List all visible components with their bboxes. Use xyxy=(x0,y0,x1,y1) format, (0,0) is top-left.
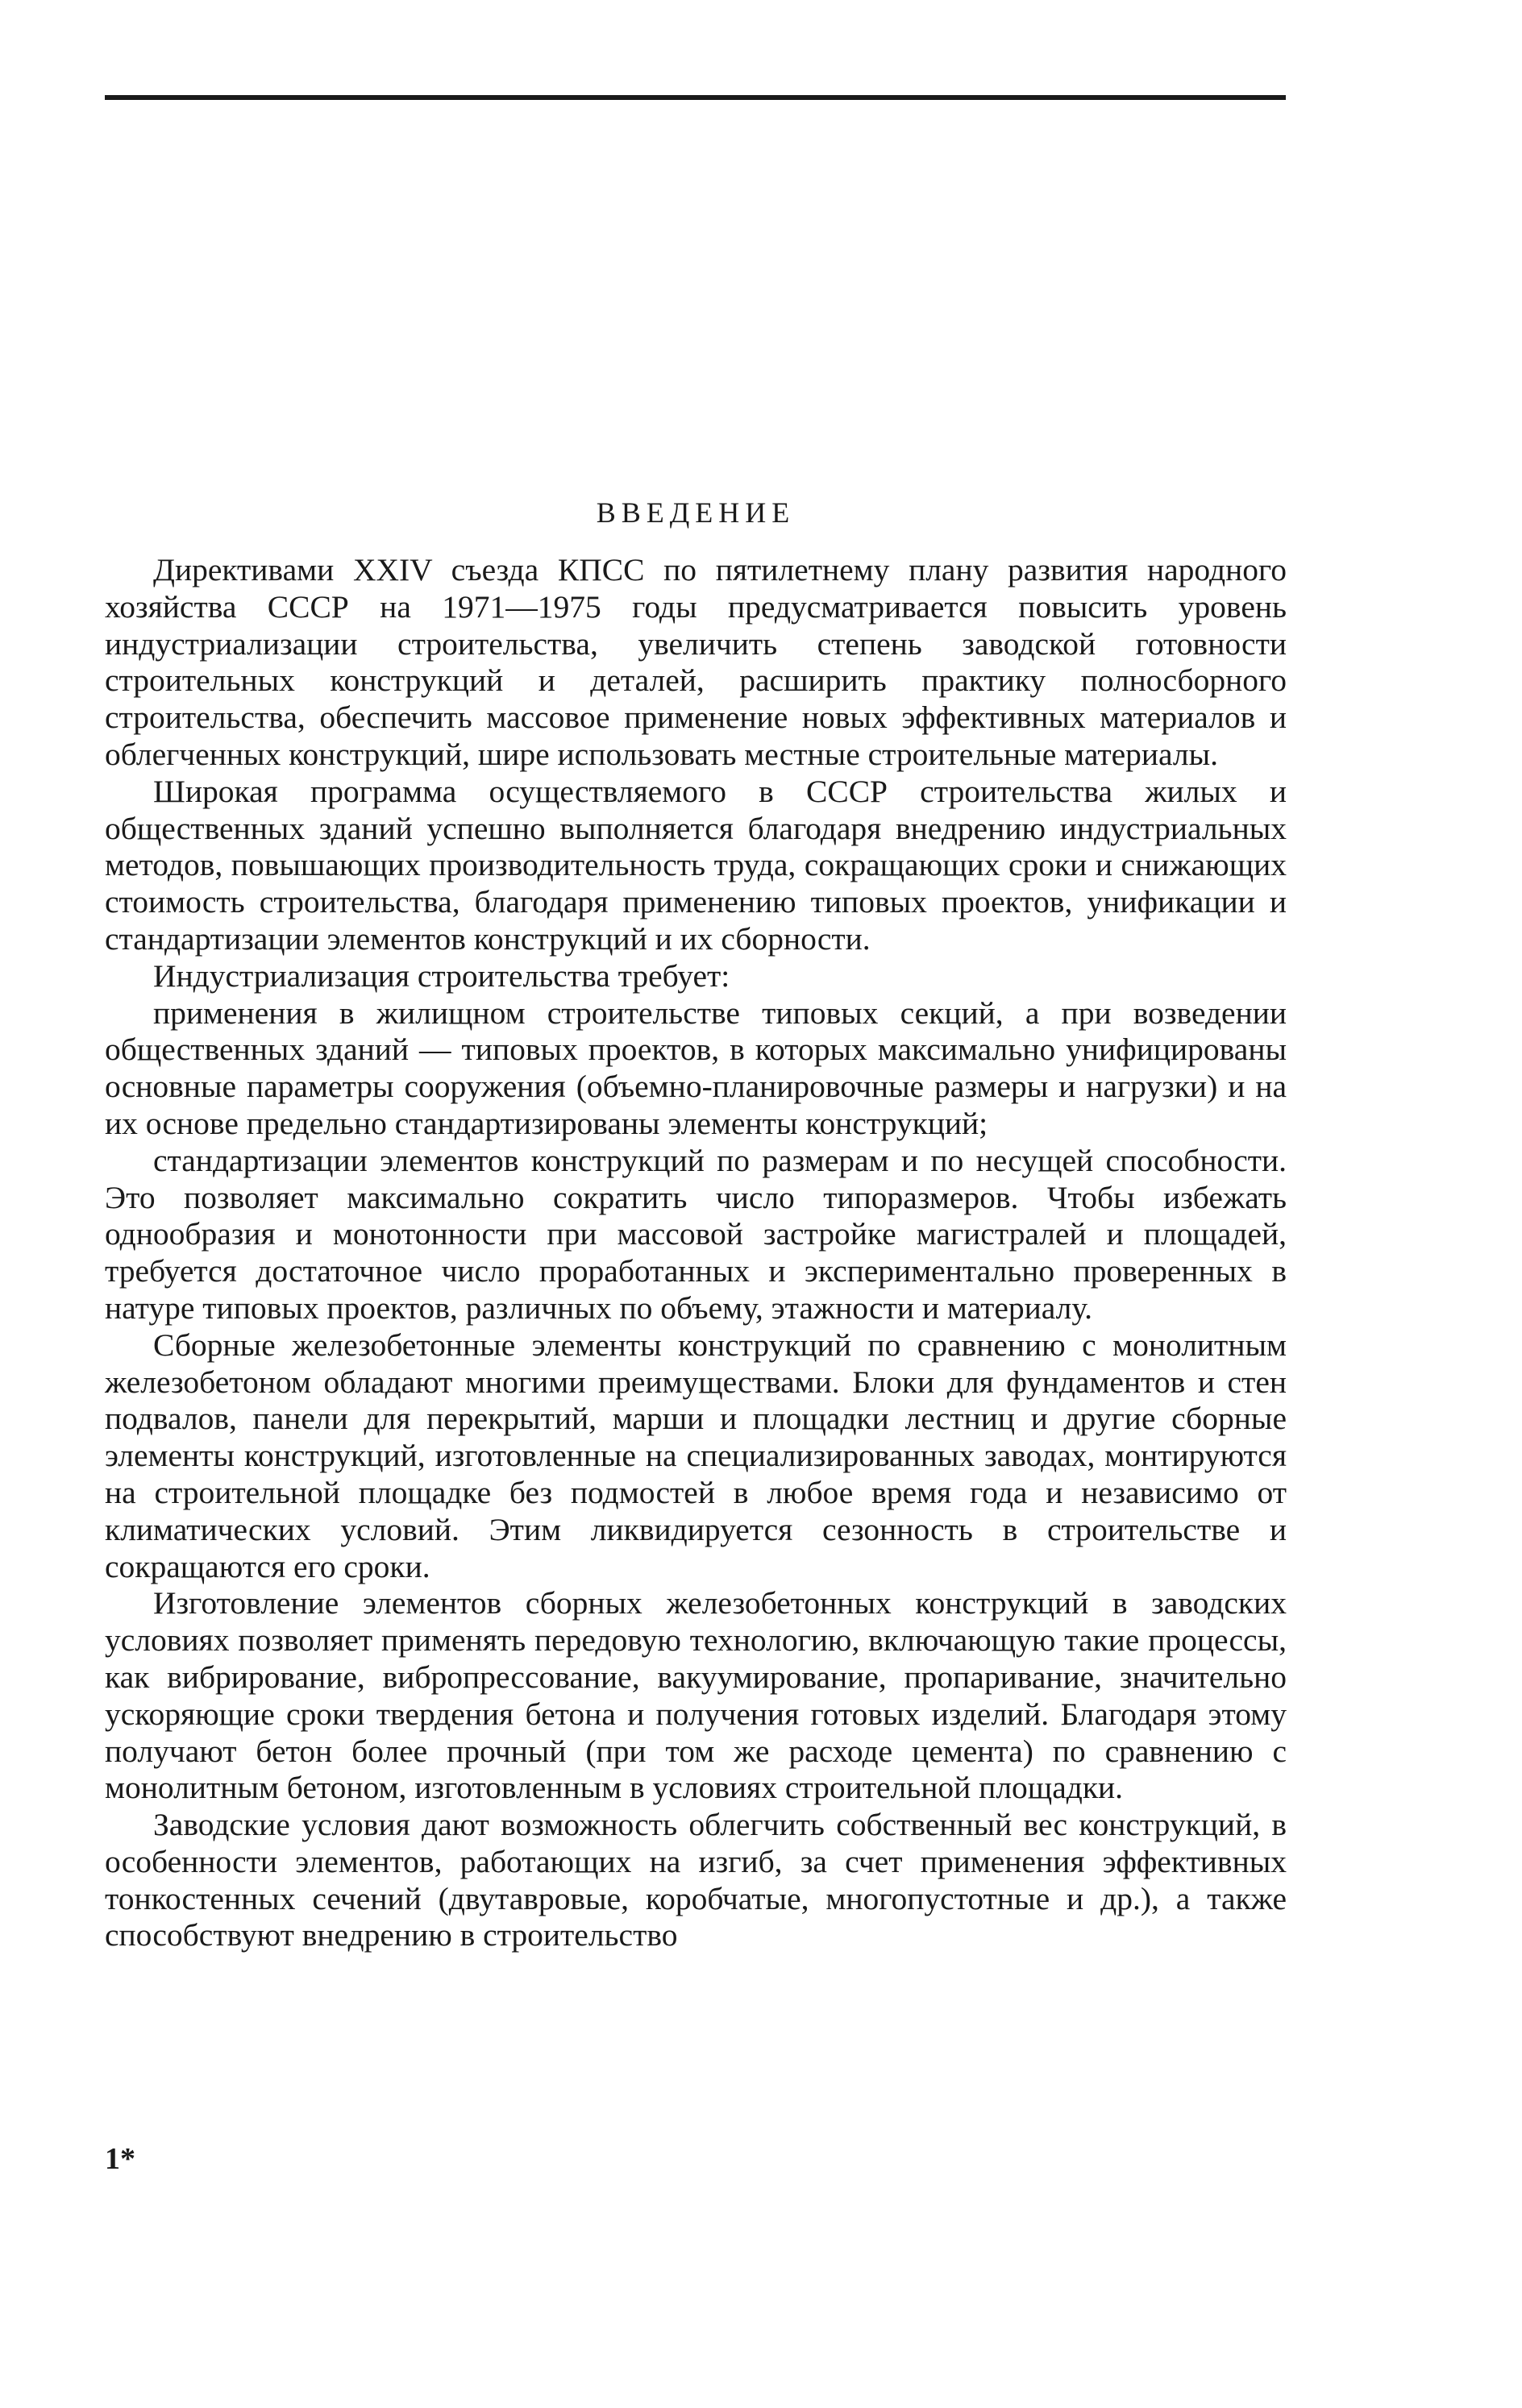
paragraph-4: применения в жилищном строительстве типовых секций, а при возведении общественных зданий — типовых проектов, в которых максимально унифицированы основные параметры сооружения (объемно-планировочные размеры и нагрузки) и на их основе предельно стандартизированы элементы конструкций; xyxy=(105,994,1287,1141)
paragraph-8: Заводские условия дают возможность облегчить собственный вес конструкций, в особенности элементов, работающих на изгиб, за счет применения эффективных тонкостенных сечений (двутавровые, коробчатые, многопустотные и др.), а также способствуют внедрению в строительство xyxy=(105,1807,1287,1953)
signature-mark: 1* xyxy=(105,2142,135,2176)
paragraph-3: Индустриализация строительства требует: xyxy=(153,957,730,994)
paragraph-1: Директивами XXIV съезда КПСС по пятилетнему плану развития народного хозяйства СССР на 1971—1975 годы предусматривается повысить уровень индустриализации строительства, увеличить степень заводской готовности строительных конструкций и деталей, расширить практику полносборного строительства, обеспечить массовое применение новых эффективных материалов и облегченных конструкций, шире использовать местные строительные материалы. xyxy=(105,552,1287,772)
paragraph-2: Широкая программа осуществляемого в СССР строительства жилых и общественных зданий успешно выполняется благодаря внедрению индустриальных методов, повышающих производительность труда, сокращающих сроки и снижающих стоимость строительства, благодаря применению типовых проектов, унификации и стандартизации элементов конструкций и их сборности. xyxy=(105,773,1287,957)
section-heading: ВВЕДЕНИЕ xyxy=(596,496,796,529)
top-rule xyxy=(105,95,1286,100)
page-content xyxy=(105,496,1287,1954)
paragraph-7: Изготовление элементов сборных железобетонных конструкций в заводских условиях позволяет применять передовую технологию, включающую такие процессы, как вибрирование, вибропрессование, вакуумирование, пропаривание, значительно ускоряющие сроки твердения бетона и получения готовых изделий. Благодаря этому получают бетон более прочный (при том же расходе цемента) по сравнению с монолитным бетоном, изготовленным в условиях строительной площадки. xyxy=(105,1585,1287,1806)
paragraph-5: стандартизации элементов конструкций по размерам и по несущей способности. Это позволяет максимально сократить число типоразмеров. Чтобы избежать однообразия и монотонности при массовой застройке магистралей и площадей, требуется достаточное число проработанных и экспериментально проверенных в натуре типовых проектов, различных по объему, этажности и материалу. xyxy=(105,1142,1287,1326)
paragraph-6: Сборные железобетонные элементы конструкций по сравнению с монолитным железобетоном обладают многими преимуществами. Блоки для фундаментов и стен подвалов, панели для перекрытий, марши и площадки лестниц и другие сборные элементы конструкций, изготовленные на специализированных заводах, монтируются на строительной площадке без подмостей в любое время года и независимо от климатических условий. Этим ликвидируется сезонность в строительстве и сокращаются его сроки. xyxy=(105,1326,1287,1584)
